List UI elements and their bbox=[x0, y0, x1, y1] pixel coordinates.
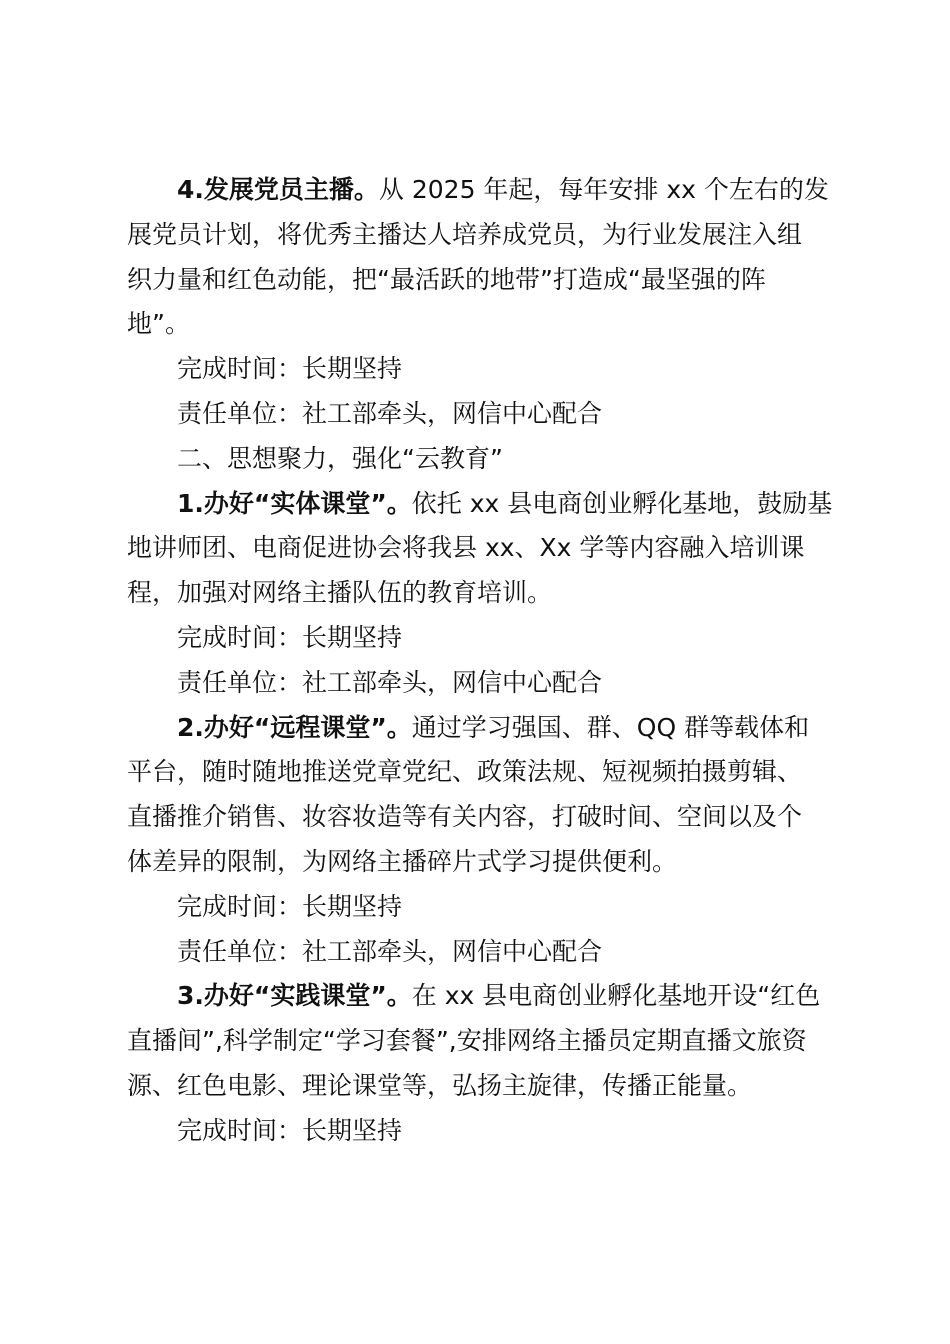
text-line: 依托 xx 县电商创业孵化基地，鼓励基 bbox=[411, 488, 833, 518]
responsible-unit: 责任单位：社工部牵头，网信中心配合 bbox=[177, 936, 603, 966]
text-line: 平台，随时随地推送党章党纪、政策法规、短视频拍摄剪辑、 bbox=[127, 757, 803, 787]
completion-time: 完成时间：长期坚持 bbox=[177, 622, 403, 652]
responsible-unit: 责任单位：社工部牵头，网信中心配合 bbox=[177, 667, 603, 697]
text-line: 程，加强对网络主播队伍的教育培训。 bbox=[127, 578, 553, 608]
completion-time: 完成时间：长期坚持 bbox=[177, 891, 403, 921]
text-line: 体差异的限制，为网络主播碎片式学习提供便利。 bbox=[127, 846, 678, 876]
responsible-unit: 责任单位：社工部牵头，网信中心配合 bbox=[177, 398, 603, 428]
item-heading: 3.办好“实践课堂”。 bbox=[177, 981, 412, 1011]
text-line: 通过学习强国、群、QQ 群等载体和 bbox=[411, 712, 810, 742]
text-line: 在 xx 县电商创业孵化基地开设“红色 bbox=[411, 981, 821, 1011]
item-heading: 4.发展党员主播。 bbox=[177, 175, 379, 204]
paragraph-remote-classroom bbox=[127, 706, 833, 885]
text-line: 直播推介销售、妆容妆造等有关内容，打破时间、空间以及个 bbox=[127, 802, 803, 832]
text-line: 展党员计划，将优秀主播达人培养成党员，为行业发展注入组 bbox=[127, 219, 803, 249]
paragraph-develop-party-anchors bbox=[127, 168, 833, 347]
document-page bbox=[127, 168, 833, 1154]
text-line: 织力量和红色动能，把“最活跃的地带”打造成“最坚强的阵 bbox=[127, 264, 766, 294]
item-heading: 2.办好“远程课堂”。 bbox=[177, 712, 412, 742]
text-line: 地讲师团、电商促进协会将我县 xx、Xx 学等内容融入培训课 bbox=[127, 533, 805, 563]
text-line: 源、红色电影、理论课堂等，弘扬主旋律，传播正能量。 bbox=[127, 1070, 753, 1100]
text-line: 地”。 bbox=[127, 309, 190, 339]
item-heading: 1.办好“实体课堂”。 bbox=[177, 488, 412, 518]
text-line: 直播间”,科学制定“学习套餐”,安排网络主播员定期直播文旅资 bbox=[127, 1026, 807, 1056]
completion-time: 完成时间：长期坚持 bbox=[177, 354, 403, 384]
completion-time: 完成时间：长期坚持 bbox=[177, 1115, 403, 1145]
paragraph-practice-classroom bbox=[127, 974, 833, 1108]
paragraph-physical-classroom bbox=[127, 482, 833, 616]
section-heading: 二、思想聚力，强化“云教育” bbox=[177, 443, 503, 473]
text-line: 从 2025 年起，每年安排 xx 个左右的发 bbox=[378, 175, 829, 204]
